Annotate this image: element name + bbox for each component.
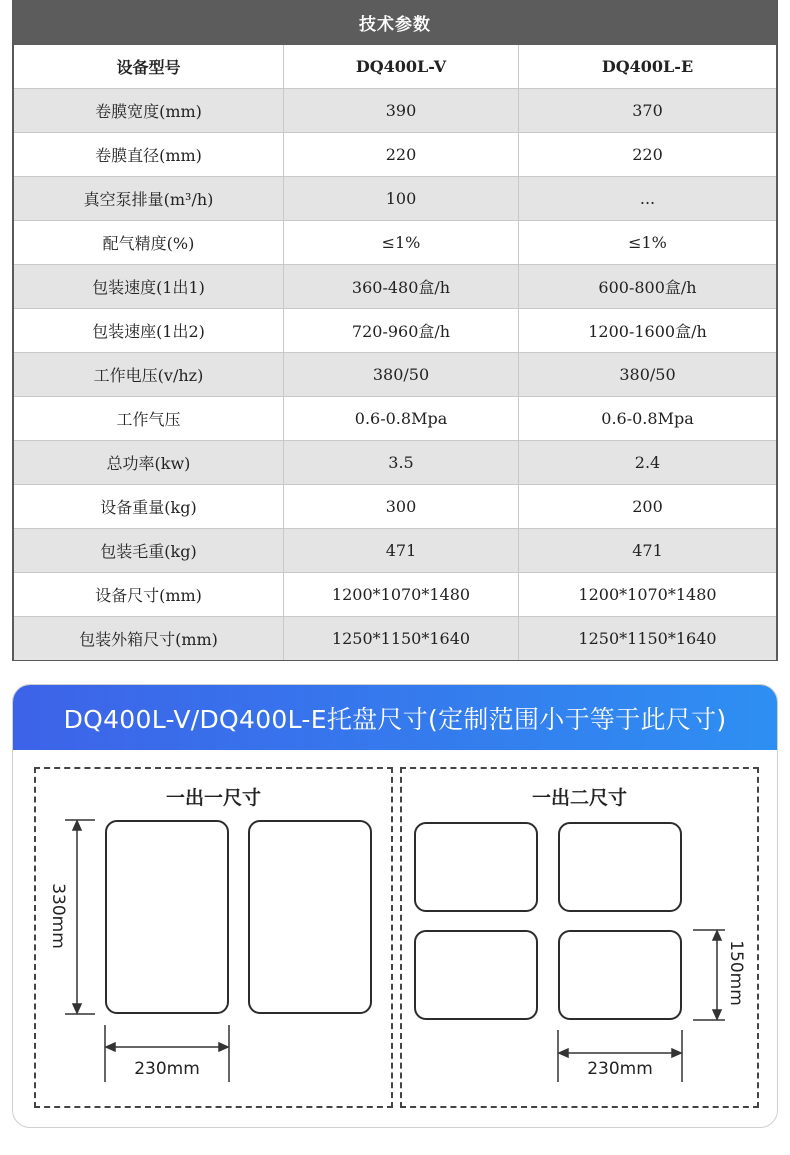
spec-table [12,0,778,661]
row-value-v: 720-960盒/h [284,309,519,352]
panel-two-width-label: 230mm [587,1059,653,1079]
row-value-e: 2.4 [634,453,661,472]
table-row [14,220,776,264]
table-row [14,88,776,132]
row-value-v: ≤1% [284,221,519,264]
row-label: 包装毛重(kg) [14,529,284,572]
row-value-v: 100 [284,177,519,220]
row-label: 设备尺寸(mm) [14,573,284,616]
table-row [14,396,776,440]
table-row [14,264,776,308]
table-row [14,176,776,220]
row-value-v: 471 [284,529,519,572]
table-row [14,528,776,572]
row-label: 卷膜直径(mm) [14,133,284,176]
table-row [14,572,776,616]
header-model-e: DQ400L-E [601,57,694,76]
row-label: 设备重量(kg) [14,485,284,528]
tray-size-banner: DQ400L-V/DQ400L-E托盘尺寸(定制范围小于等于此尺寸) [13,685,777,750]
row-value-e: 380/50 [619,365,676,384]
header-model-v: DQ400L-V [284,45,519,88]
row-value-v: 0.6-0.8Mpa [284,397,519,440]
row-value-v: 3.5 [284,441,519,484]
panel-two-height-label: 150mm [726,940,746,1006]
row-label: 总功率(kw) [14,441,284,484]
spec-header-row [14,45,776,88]
row-label: 卷膜宽度(mm) [14,89,284,132]
row-label: 配气精度(%) [14,221,284,264]
table-row [14,132,776,176]
row-value-e: 1200-1600盒/h [588,322,707,341]
row-value-e: 370 [632,101,663,120]
table-row [14,352,776,396]
row-label: 真空泵排量(m³/h) [14,177,284,220]
table-row [14,616,776,660]
row-value-v: 390 [284,89,519,132]
panel-one-height-label: 330mm [48,883,68,949]
panel-one-width-label: 230mm [134,1059,200,1079]
panel-two-title: 一出二尺寸 [531,787,627,809]
row-value-e: 220 [632,145,663,164]
header-model: 设备型号 [14,45,284,88]
row-label: 包装速度(1出1) [14,265,284,308]
row-value-v: 360-480盒/h [284,265,519,308]
row-value-e: 1250*1150*1640 [578,629,717,648]
row-value-e: ... [639,189,656,208]
row-value-e: 471 [632,541,663,560]
row-value-e: 600-800盒/h [598,278,697,297]
row-label: 工作电压(v/hz) [14,353,284,396]
row-value-v: 380/50 [284,353,519,396]
row-label: 包装外箱尺寸(mm) [14,617,284,660]
row-value-e: ≤1% [628,233,667,252]
row-value-v: 1200*1070*1480 [284,573,519,616]
table-row [14,308,776,352]
row-value-e: 1200*1070*1480 [578,585,717,604]
spec-table-title: 技术参数 [14,0,776,45]
tray-size-card [12,684,778,1128]
row-value-e: 0.6-0.8Mpa [601,409,694,428]
row-label: 工作气压 [14,397,284,440]
panel-one-title: 一出一尺寸 [165,787,261,809]
row-value-v: 300 [284,485,519,528]
table-row [14,484,776,528]
row-value-e: 200 [632,497,663,516]
row-value-v: 220 [284,133,519,176]
row-label: 包装速座(1出2) [14,309,284,352]
table-row [14,440,776,484]
row-value-v: 1250*1150*1640 [284,617,519,660]
